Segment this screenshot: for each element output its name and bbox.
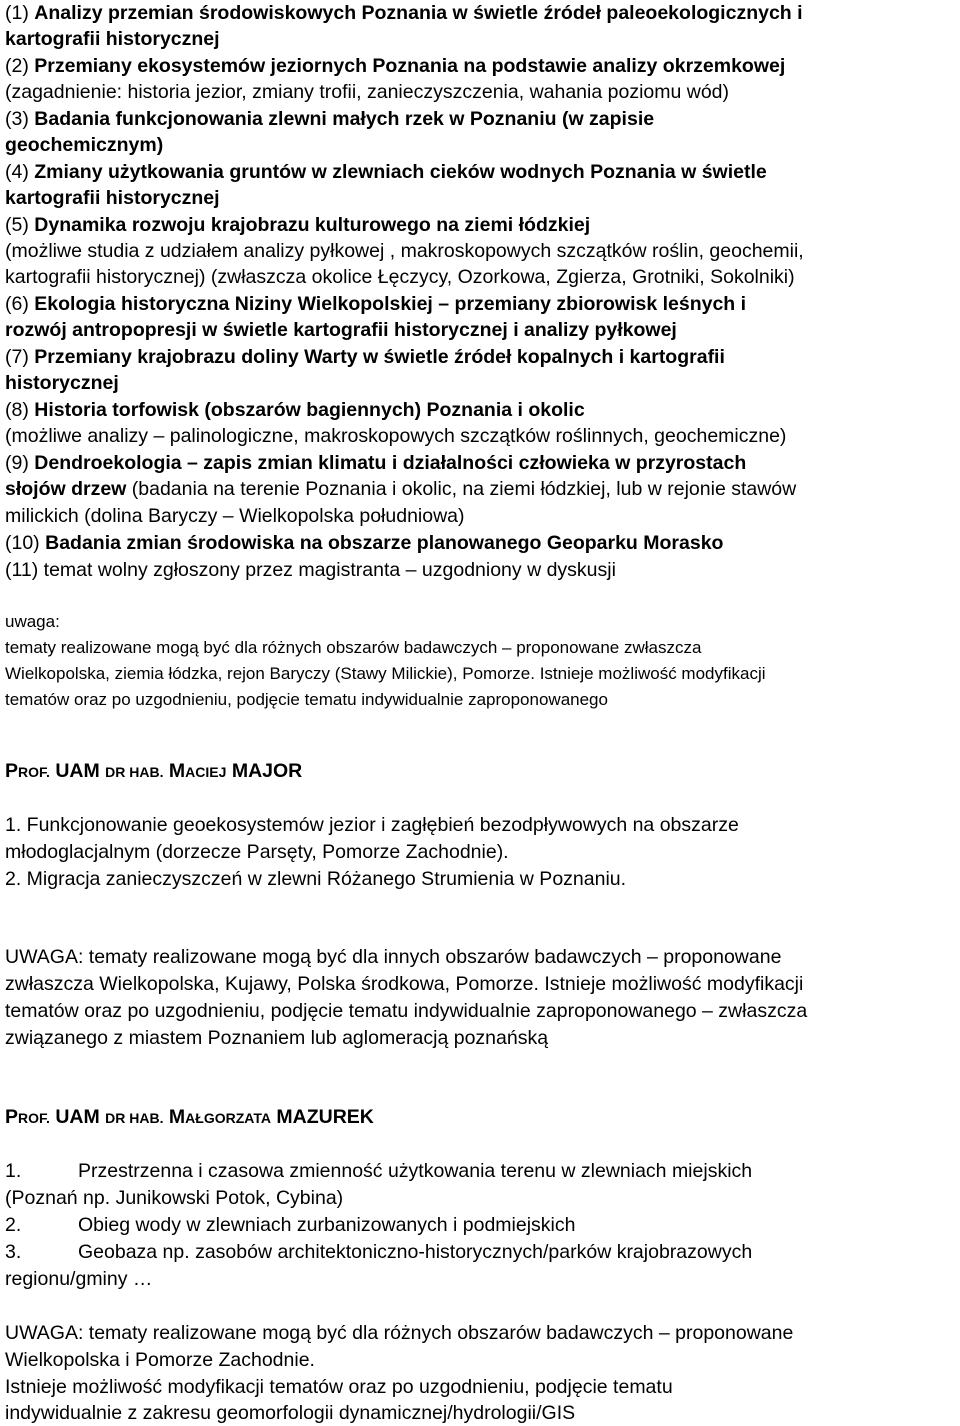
topic-4-line-1: (4) Zmiany użytkowania gruntów w zlewniach cieków wodnych Poznania w świetle (5, 161, 767, 183)
topic-4-line-2: kartografii historycznej (5, 187, 220, 209)
topic-1-line-2: kartografii historycznej (5, 28, 220, 50)
topic-7-line-1: (7) Przemiany krajobrazu doliny Warty w świetle źródeł kopalnych i kartografii (5, 346, 725, 368)
section3-item-1-cont: (Poznań np. Junikowski Potok, Cybina) (5, 1187, 344, 1209)
section3-remark-line-1: UWAGA: tematy realizowane mogą być dla różnych obszarów badawczych – proponowane (5, 1322, 794, 1344)
topic-6-line-1: (6) Ekologia historyczna Niziny Wielkopolskiej – przemiany zbiorowisk leśnych i (5, 293, 747, 315)
topic-1-line-1: (1) Analizy przemian środowiskowych Poznania w świetle źródeł paleoekologicznych i (5, 2, 803, 24)
topic-8-title: (8) Historia torfowisk (obszarów bagiennych) Poznania i okolic (5, 399, 585, 421)
topic-8-note: (możliwe analizy – palinologiczne, makroskopowych szczątków roślinnych, geochemiczne) (5, 425, 787, 447)
topic-5-note-line-2: kartografii historycznej) (zwłaszcza okolice Łęczycy, Ozorkowa, Zgierza, Grotniki, Sokolniki) (5, 266, 795, 288)
topic-2-note: (zagadnienie: historia jezior, zmiany trofii, zanieczyszczenia, wahania poziomu wód) (5, 81, 730, 103)
section3-item-3: 3. Geobaza np. zasobów architektoniczno-historycznych/parków krajobrazowych (5, 1241, 753, 1263)
topic-6-line-2: rozwój antropopresji w świetle kartografii historycznej i analizy pyłkowej (5, 319, 677, 341)
section3-item-1: 1. Przestrzenna i czasowa zmienność użytkowania terenu w zlewniach miejskich (5, 1160, 753, 1182)
section3-heading: PROF. UAM DR HAB. MAŁGORZATA MAZUREK (5, 1106, 374, 1128)
section3-item-3-cont: regionu/gminy … (5, 1268, 153, 1290)
topic-11-title: (11) temat wolny zgłoszony przez magistranta – uzgodniony w dyskusji (5, 559, 616, 581)
section2-remark-line-2: zwłaszcza Wielkopolska, Kujawy, Polska środkowa, Pomorze. Istnieje możliwość modyfikacji (5, 973, 804, 995)
section3-remark-line-2: Wielkopolska i Pomorze Zachodnie. (5, 1349, 315, 1371)
section3-remark-line-3: Istnieje możliwość modyfikacji tematów oraz po uzgodnieniu, podjęcie tematu (5, 1376, 673, 1398)
topic-9-line-2: słojów drzew (badania na terenie Poznania i okolic, na ziemi łódzkiej, lub w rejonie stawów (5, 478, 797, 500)
topic-3-line-2: geochemicznym) (5, 134, 164, 156)
topic-5-note-line-1: (możliwe studia z udziałem analizy pyłkowej , makroskopowych szczątków roślin, geochemii, (5, 240, 804, 262)
topic-9-line-1: (9) Dendroekologia – zapis zmian klimatu i działalności człowieka w przyrostach (5, 452, 747, 474)
section1-remark-line-3: tematów oraz po uzgodnieniu, podjęcie tematu indywidualnie zaproponowanego (5, 690, 608, 709)
section1-remark-label: uwaga: (5, 612, 60, 631)
topic-7-line-2: historycznej (5, 372, 119, 394)
section2-item-2: 2. Migracja zanieczyszczeń w zlewni Różanego Strumienia w Poznaniu. (5, 868, 627, 890)
section3-item-2: 2. Obieg wody w zlewniach zurbanizowanych i podmiejskich (5, 1214, 576, 1236)
section1-remark-line-2: Wielkopolska, ziemia łódzka, rejon Baryczy (Stawy Milickie), Pomorze. Istnieje możliwość modyfikacji (5, 664, 766, 683)
section3-remark-line-4: indywidualnie z zakresu geomorfologii dynamicznej/hydrologii/GIS (5, 1402, 576, 1424)
topic-10-title: (10) Badania zmian środowiska na obszarze planowanego Geoparku Morasko (5, 532, 724, 554)
section2-heading: PROF. UAM DR HAB. MACIEJ MAJOR (5, 760, 303, 782)
topic-2-title: (2) Przemiany ekosystemów jeziornych Poznania na podstawie analizy okrzemkowej (5, 55, 786, 77)
section1-remark-line-1: tematy realizowane mogą być dla różnych obszarów badawczych – proponowane zwłaszcza (5, 638, 702, 657)
section2-remark-line-3: tematów oraz po uzgodnieniu, podjęcie tematu indywidualnie zaproponowanego – zwłaszcza (5, 1000, 808, 1022)
section2-item-1-line-1: 1. Funkcjonowanie geoekosystemów jezior i zagłębień bezodpływowych na obszarze (5, 814, 739, 836)
section2-remark-line-4: związanego z miastem Poznaniem lub aglomeracją poznańską (5, 1027, 549, 1049)
topic-3-line-1: (3) Badania funkcjonowania zlewni małych rzek w Poznaniu (w zapisie (5, 108, 655, 130)
section2-item-1-line-2: młodoglacjalnym (dorzecze Parsęty, Pomorze Zachodnie). (5, 841, 509, 863)
topic-5-title: (5) Dynamika rozwoju krajobrazu kulturowego na ziemi łódzkiej (5, 214, 591, 236)
topic-9-note: milickich (dolina Baryczy – Wielkopolska południowa) (5, 505, 465, 527)
section2-remark-line-1: UWAGA: tematy realizowane mogą być dla innych obszarów badawczych – proponowane (5, 946, 782, 968)
